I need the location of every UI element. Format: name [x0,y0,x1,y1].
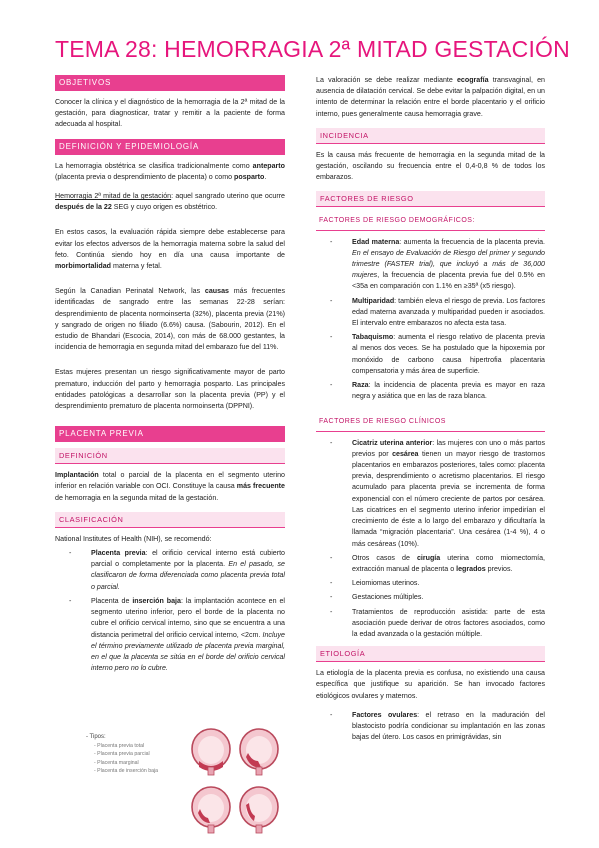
text: : la incidencia de placenta previa es mayor en raza negra y asiática que en las de raza blanca. [352,381,545,401]
tipo-item: - Placenta previa total [94,742,158,751]
tipos-title: - Tipos: [86,734,106,740]
paragraph-valoracion [316,75,545,120]
underlined-term: Hemorragia 2ª mitad de la gestación [55,192,172,201]
clinicos-list [316,438,545,640]
uterus-drawing-3 [192,787,230,833]
bold-term: causas [204,287,229,296]
list-item [77,548,285,593]
bold-term: Tabaquismo [352,333,394,342]
list-item: - Gestaciones múltiples. [338,592,545,603]
list-item: - Tratamientos de reproducción asistida: parte de esta asociación puede derivar de otros factores asociados, como la edad avanzada o la gestación múltiple. [338,607,545,641]
subheader-factores-clinicos: FACTORES DE RIESGO CLÍNICOS [316,414,545,431]
page-title: TEMA 28: HEMORRAGIA 2ª MITAD GESTACIÓN [55,36,570,62]
list-item [338,438,545,550]
text: Otros casos de [352,553,417,562]
text: : las mujeres con uno o más partos previos por [352,438,545,458]
subheader-clasificacion: CLASIFICACIÓN [55,512,285,528]
paragraph-hemorragia [55,191,285,213]
text: La hemorragia obstétrica se clasifica tradicionalmente como [55,161,253,170]
subheader-factores-riesgo: FACTORES DE RIESGO [316,191,545,207]
section-header-objetivos: OBJETIVOS [55,75,285,91]
bold-term: Multiparidad [352,296,395,305]
bold-term: cesárea [392,449,419,458]
text: Placenta de [91,596,133,605]
subheader-etiologia: ETIOLOGÍA [316,646,545,662]
placenta-types-figure [78,727,288,839]
paragraph-riesgo: Estas mujeres presentan un riesgo significativamente mayor de parto prematuro, inducción del parto y hemorragia posparto. Las principales entidades patológicas a desarrollar son la placenta previa (PP) y el desprendimiento prematuro de placenta normoinserta (DPPNI). [55,368,285,411]
clasificacion-intro: National Institutes of Health (NIH), se recomendó: [55,534,212,543]
subheader-incidencia: INCIDENCIA [316,128,545,144]
uterus-drawing-4 [240,787,278,833]
bold-term: Factores ovulares [352,710,418,719]
text: tienen un mayor riesgo de trastornos placentarios en embarazos posteriores, tales como: placenta previa, desprendimiento o acretismo placentarios. El riesgo acumulado para placenta previa se incrementa de forma exponencial con el número creciente de partos por cesárea. Las cicatrices en el segmento uterino inferior impedirían el crecimiento de éste a lo largo del embarazo y dificultaría la llamada “migración placentaria”. Una cesárea (1-4 %), 4 o más cesáreas (10%). [352,449,545,548]
text: de hemorragia en la segunda mitad de la gestación. [55,493,219,502]
section-header-placenta-previa: PLACENTA PREVIA [55,426,285,442]
bold-term: después de la 22 [55,203,112,212]
uterus-drawing-1 [192,729,230,775]
bold-term: inserción baja [132,596,181,605]
objetivos-text: Conocer la clínica y el diagnóstico de la hemorragia de la 2ª mitad de la gestación, para diagnosticar, tratar y remitir a la paciente de forma adecuada al hospital. [55,98,285,129]
text: : aumenta el riesgo relativo de placenta previa al menos dos veces. Se ha postulado que la hipoxemia por monóxido de carbono causa hipertrofia placentaria compensatoria y más área de superficie. [352,333,545,375]
list-item [338,553,545,575]
tipos-list [86,742,158,776]
uterus-drawing-2 [240,729,278,775]
bold-term: Edad materna [352,237,400,246]
tipo-item: - Placenta marginal [94,759,158,768]
list-item [338,710,545,744]
bold-term: Placenta previa [91,549,146,558]
list-item [338,380,545,402]
subheader-definicion: DEFINICIÓN [55,448,285,464]
bold-term: legrados [456,564,486,573]
bold-term: Cicatriz uterina anterior [352,438,433,447]
text: En estos casos, la evaluación rápida siempre debe establecerse para evitar los efectos adversos de la hemorragia materna sobre la salud del feto. Continúa siendo hoy en día una causa importante de [55,228,285,259]
list-item [338,296,545,330]
bold-term: cirugía [416,553,441,562]
text: total o parcial de la placenta en el segmento uterino inferior en relación variable con OCI. Constituye la causa [55,471,285,491]
paragraph-clasificacion [55,161,285,183]
italic-text: En el ensayo de Evaluación de Riesgo del primer y segundo trimestre (FASTER trial), que incluyó a más de 36,000 mujeres [352,248,545,280]
paragraph-etiologia: La etiología de la placenta previa es confusa, no existiendo una causa específica que justifique su aparición. Se han invocado factores etiológicos ovulares y maternos. [316,669,545,700]
subheader-factores-demograficos: FACTORES DE RIESGO DEMOGRÁFICOS: [316,213,545,230]
tipo-item: - Placenta previa parcial [94,750,158,759]
text: , la frecuencia de placenta previa fue del 0.5% en <35a en comparación con 1.1% en ≥35ª (x5 riesgo). [352,271,545,291]
bold-term: Implantación [55,471,99,480]
text: : el retraso en la maduración del blastocisto podría condicionar su implantación en las zonas bajas del útero. Los casos en primigrávidas, sin [352,710,545,742]
text: (placenta previa o desprendimiento de placenta) o como [55,172,235,181]
list-item: - Leiomiomas uterinos. [338,578,545,589]
tipos-legend [86,733,158,776]
text: SEG y cuyo origen es obstétrico. [111,203,218,212]
paragraph-incidencia: Es la causa más frecuente de hemorragia en la segunda mitad de la gestación, oscilando su frecuencia entre el 0,4-0,8 % de todos los embarazos. [316,150,545,182]
text: : también eleva el riesgo de previa. Los factores edad materna avanzada y multiparidad pueden ir asociados. El intervalo entre embarazos no afecta esta tasa. [352,296,545,328]
list-item [77,596,285,674]
paragraph-definicion [55,470,285,504]
bold-term: posparto [234,172,265,181]
right-column [316,75,545,749]
text: Según la Canadian Perinatal Network, las [55,287,205,296]
text: : el orificio cervical interno está cubierto parcial o completamente por la placenta. [91,549,285,569]
section-header-definicion: DEFINICIÓN Y EPIDEMIOLOGÍA [55,139,285,155]
paragraph-causas [55,286,285,353]
bold-term: ecografía [456,76,489,84]
tipo-item: - Placenta de inserción baja [94,767,158,776]
demograficos-list [316,237,545,403]
bold-term: morbimortalidad [55,262,111,271]
bold-term: anteparto [252,161,285,170]
uterus-illustrations [186,727,286,839]
italic-text: En el pasado, se clasificaron de forma diferenciada como placenta previa total o parcial. [91,560,285,591]
text: previos. [485,564,513,573]
bold-term: más frecuente [236,482,285,491]
text: uterina como miomectomía, extracción manual de placenta o [352,553,545,573]
italic-text: Incluye el término previamente utilizado de placenta previa marginal, en el que la placenta se sitúa en el borde del orificio cervical interno pero no lo cubre. [91,630,285,673]
paragraph-evaluacion [55,227,285,272]
etiologia-list [316,710,545,744]
clasificacion-list [55,548,285,674]
list-item [338,237,545,293]
text: materna y fetal. [110,262,162,271]
text: transvaginal, en ausencia de dilatación cervical. Se debe evitar la palpación digital, en un intento de determinar la relación entre el borde placentario y el orificio interno, pues generalmente causa hemorragia grave. [316,76,545,118]
left-column [55,75,285,680]
text: : la implantación acontece en el segmento uterino inferior, pero el borde de la placenta no cubre el orificio cervical interno, sino que se encuentra a una distancia perimetral del orificio cervical interno, <2cm. [91,596,285,639]
text: : aumenta la frecuencia de la placenta previa. [399,237,545,246]
bold-term: Raza [352,381,369,390]
text: La valoración se debe realizar mediante [316,76,457,84]
text: : aquel sangrado uterino que ocurre [171,192,285,201]
text: . [264,172,267,181]
list-item [338,332,545,377]
text: más frecuentes identificadas de sangrado entre las semanas 22-28 serían: desprendimiento de placenta normoinserta (32%), placenta previa (21%) y sangrado de origen no filiado (6.6%) causa. (Sabourin, 2012). En el estudio de Bhandari (Escocia, 2014), con más de 68.000 gestantes, la incidencia de hemorragia en segunda mitad del embarazo fue del 11%. [55,287,285,352]
